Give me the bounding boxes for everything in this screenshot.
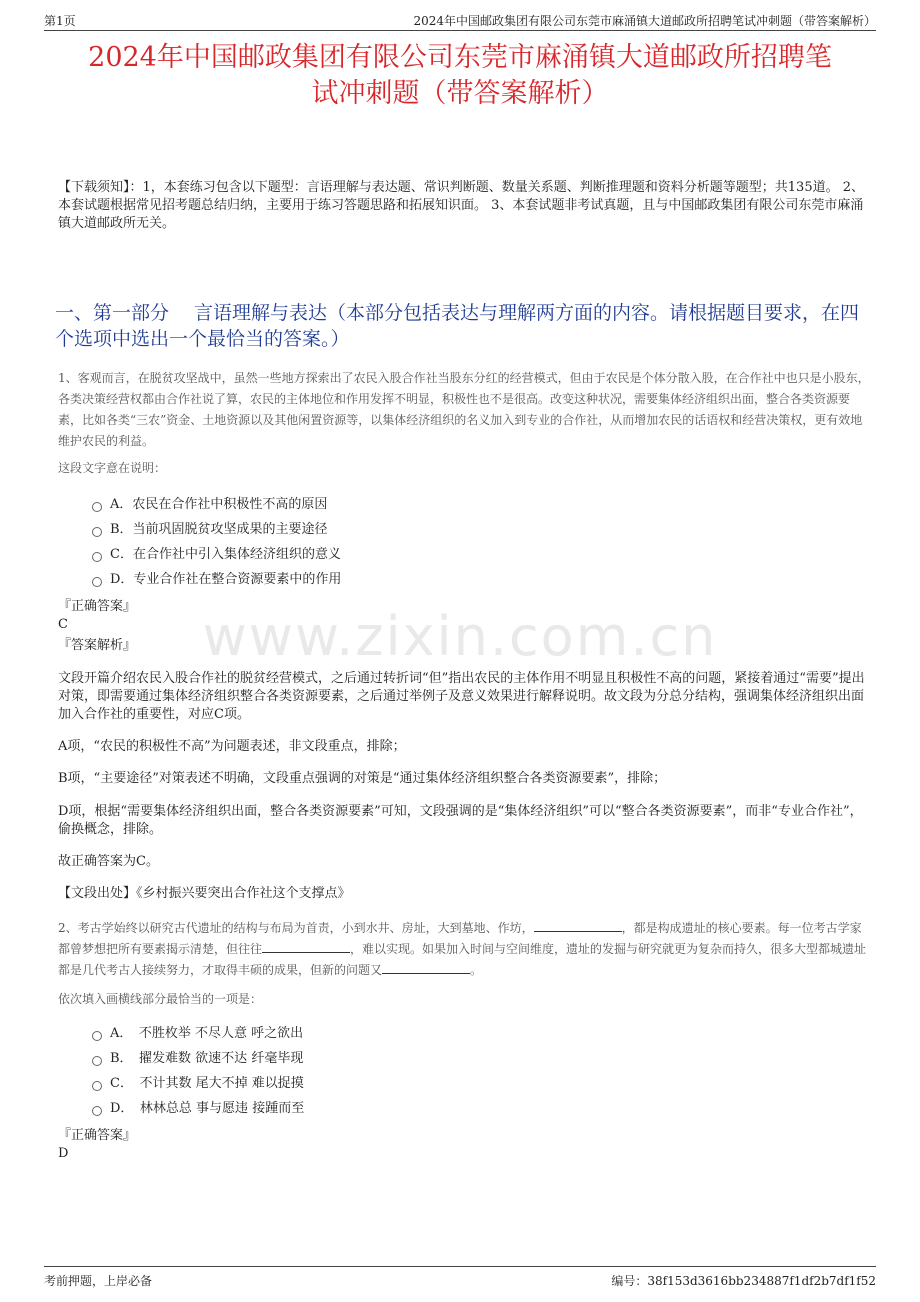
- section-heading: 一、第一部分 言语理解与表达（本部分包括表达与理解两方面的内容。请根据题目要求，在四个选项中选出一个最恰当的答案。）: [55, 302, 860, 350]
- q1-analysis-label: 『答案解析』: [58, 638, 137, 653]
- q2-stem: 2、考古学始终以研究古代遗址的结构与布局为首责，小到水井、房址，大到墓地、作坊， ，都是构成遗址的核心要素。每一位考古学家都曾梦想把所有要素揭示清楚，但往往 ，难以实现。如果加入时间与空间维度，遗址的发掘与研究就更为复杂而持久，很多大型都城遗址都是几代考古人接续努力，才取得丰硕的成果，但新的问题又 。: [58, 921, 867, 977]
- radio-icon[interactable]: [92, 527, 102, 537]
- q1-option-c[interactable]: C．在合作社中引入集体经济组织的意义: [92, 546, 341, 564]
- q2-option-b[interactable]: B． 擢发难数 欲速不达 纤毫毕现: [92, 1050, 303, 1068]
- q1-analysis-1: 文段开篇介绍农民入股合作社的脱贫经营模式，之后通过转折词“但”指出农民的主体作用不明显且积极性不高的问题，紧接着通过“需要”提出对策，即需要通过集体经济组织整合各类资源要素，之后通过举例子及意义效果进行解释说明。故文段为分总分结构，强调集体经济组织出面加入合作社的重要性，对应C项。: [58, 671, 865, 722]
- radio-icon[interactable]: [92, 502, 102, 512]
- radio-icon[interactable]: [92, 552, 102, 562]
- fill-blank: [262, 940, 350, 953]
- q1-answer-label: 『正确答案』: [58, 599, 137, 614]
- q1-analysis-4: D项，根据“需要集体经济组织出面，整合各类资源要素”可知，文段强调的是“集体经济组织”可以“整合各类资源要素”，而非“专业合作社”，偷换概念，排除。: [58, 804, 863, 837]
- document-title: [40, 40, 880, 112]
- radio-icon[interactable]: [92, 1056, 102, 1066]
- q1-option-a[interactable]: A．农民在合作社中积极性不高的原因: [92, 496, 327, 514]
- footer-slogan: 考前押题，上岸必备: [44, 1274, 153, 1288]
- q1-option-b[interactable]: B．当前巩固脱贫攻坚成果的主要途径: [92, 521, 328, 539]
- fill-blank: [382, 961, 470, 974]
- q1-analysis-2: A项，“农民的积极性不高”为问题表述，非文段重点，排除；: [58, 739, 406, 754]
- radio-icon[interactable]: [92, 577, 102, 587]
- q2-prompt: 依次填入画横线部分最恰当的一项是：: [58, 992, 263, 1006]
- radio-icon[interactable]: [92, 1031, 102, 1041]
- q1-analysis-5: 故正确答案为C。: [58, 854, 159, 869]
- q1-source: 【文段出处】《乡村振兴要突出合作社这个支撑点》: [58, 886, 351, 901]
- header-doc-title: 2024年中国邮政集团有限公司东莞市麻涌镇大道邮政所招聘笔试冲刺题（带答案解析）: [413, 14, 876, 28]
- radio-icon[interactable]: [92, 1081, 102, 1091]
- q2-option-a[interactable]: A． 不胜枚举 不尽人意 呼之欲出: [92, 1025, 303, 1043]
- q1-option-d[interactable]: D．专业合作社在整合资源要素中的作用: [92, 571, 341, 589]
- watermark: www.zixin.com.cn: [202, 605, 718, 668]
- fill-blank: [534, 919, 622, 932]
- q2-option-c[interactable]: C． 不计其数 尾大不掉 难以捉摸: [92, 1075, 304, 1093]
- radio-icon[interactable]: [92, 1106, 102, 1116]
- q1-prompt: 这段文字意在说明：: [58, 461, 167, 475]
- q2-answer: D: [58, 1146, 69, 1161]
- page-footer: [44, 1266, 876, 1289]
- page-header: [44, 10, 876, 31]
- q1-analysis-3: B项，“主要途径”对策表述不明确，文段重点强调的对策是“通过集体经济组织整合各类资源要素”，排除；: [58, 771, 667, 786]
- q1-stem: 1、客观而言，在脱贫攻坚战中，虽然一些地方探索出了农民入股合作社当股东分红的经营模式，但由于农民是个体分散入股，在合作社中也只是小股东，各类决策经营权都由合作社说了算，农民的主体地位和作用发挥不明显，积极性也不是很高。改变这种状况，需要集体经济组织出面，整合各类资源要素，比如各类“三农”资金、土地资源以及其他闲置资源等，以集体经济组织的名义加入到专业的合作社，从而增加农民的话语权和经营决策权，更有效地维护农民的利益。: [58, 371, 870, 448]
- title-line-1: 2024年中国邮政集团有限公司东莞市麻涌镇大道邮政所招聘笔: [88, 42, 832, 73]
- footer-code: 编号：38f153d3616bb234887f1df2b7df1f52: [611, 1274, 876, 1288]
- q2-answer-label: 『正确答案』: [58, 1128, 137, 1143]
- download-notice: 【下载须知】：1，本套练习包含以下题型：言语理解与表达题、常识判断题、数量关系题、判断推理题和资料分析题等题型；共135道。 2、本套试题根据常见招考题总结归纳，主要用于练习答题思路和拓展知识面。 3、本套试题非考试真题，且与中国邮政集团有限公司东莞市麻涌镇大道邮政所无关。: [58, 180, 864, 231]
- q2-option-d[interactable]: D． 林林总总 事与愿违 接踵而至: [92, 1100, 304, 1118]
- q1-answer: C: [58, 617, 68, 632]
- page-number: 第1页: [44, 14, 76, 28]
- title-line-2: 试冲刺题（带答案解析）: [311, 78, 609, 109]
